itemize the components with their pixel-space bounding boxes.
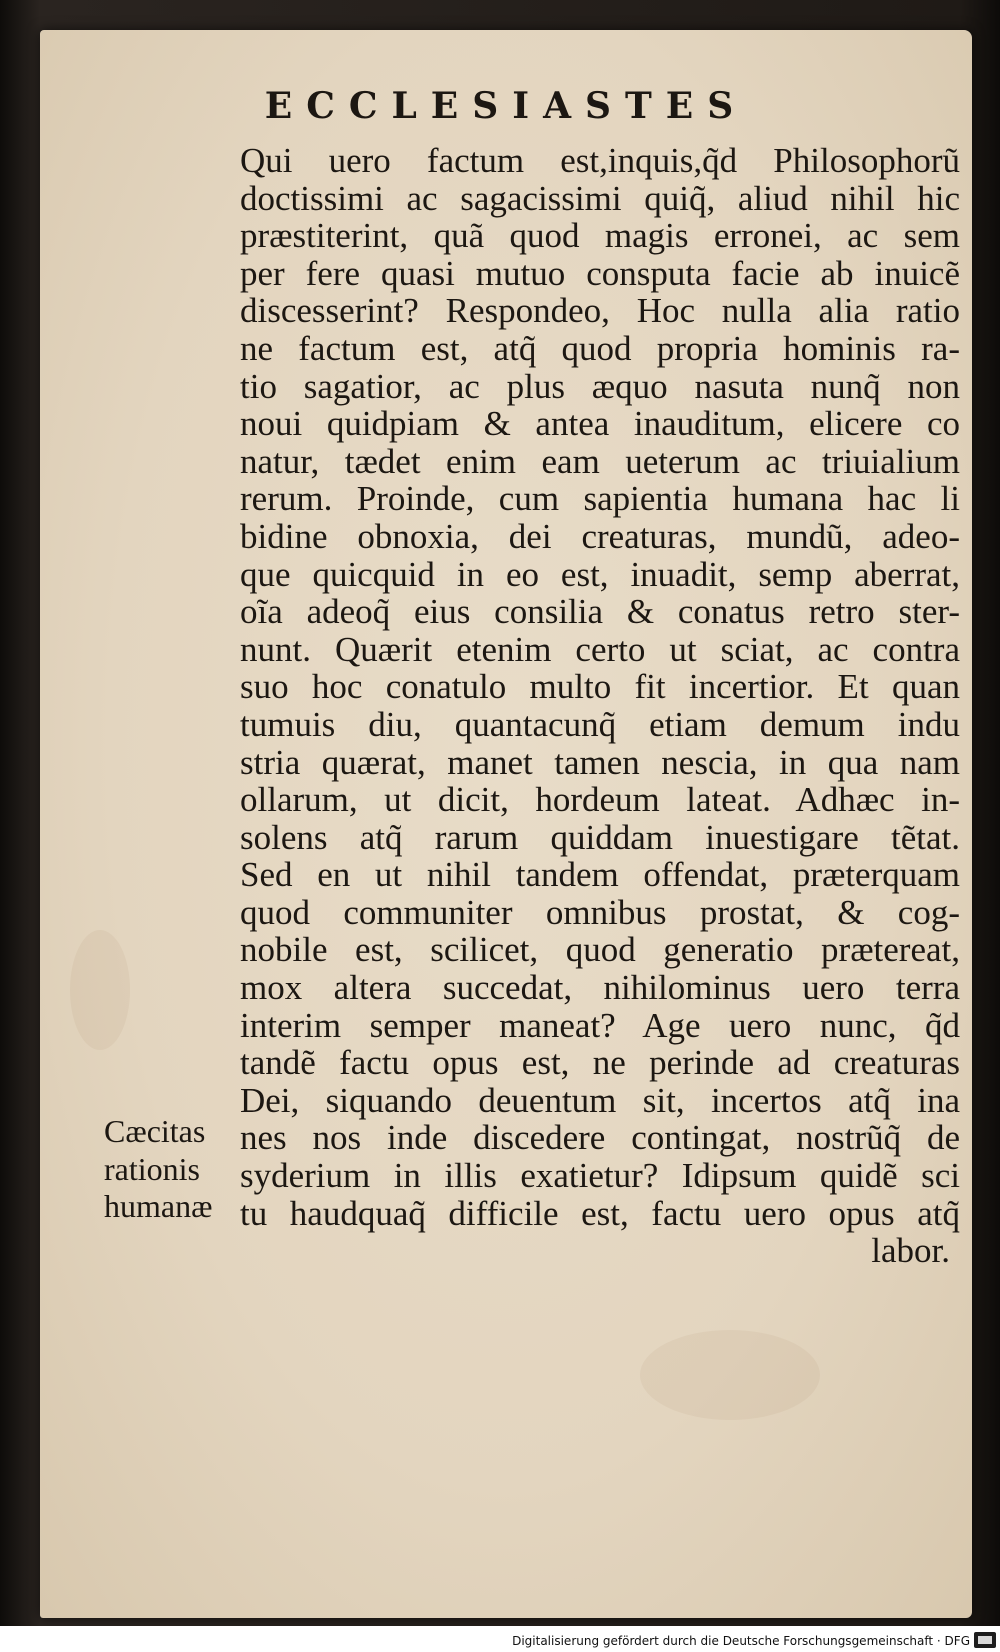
running-head: ECCLESIASTES — [264, 85, 748, 127]
marginal-note-line: humanæ — [104, 1188, 213, 1225]
text-line: mox altera succedat, nihilominus uero terra — [240, 968, 960, 1008]
text-line: nes nos inde discedere contingat, nostrũq̃ de — [240, 1118, 960, 1158]
text-line: rerum. Proinde, cum sapientia humana hac li — [240, 479, 960, 519]
text-line: interim semper maneat? Age uero nunc, q̃d — [240, 1005, 960, 1045]
paper-stain — [70, 930, 130, 1050]
text-line: ollarum, ut dicit, hordeum lateat. Adhæc in- — [240, 780, 960, 820]
text-line: oĩa adeoq̃ eius consilia & conatus retro ster- — [240, 592, 960, 632]
text-line: Dei, siquando deuentum sit, incertos atq̃ ina — [240, 1080, 960, 1120]
text-line: doctissimi ac sagacissimi quiq̃, aliud nihil hic — [240, 178, 960, 218]
text-line: tandẽ factu opus est, ne perinde ad creaturas — [240, 1043, 960, 1083]
text-line: labor. — [871, 1231, 950, 1271]
text-line: quod communiter omnibus prostat, & cog- — [240, 892, 960, 932]
text-line: noui quidpiam & antea inauditum, elicere co — [240, 404, 960, 444]
footer-bar — [0, 1626, 1000, 1652]
marginal-note — [104, 1113, 244, 1226]
text-line: per fere quasi mutuo consputa facie ab inuicẽ — [240, 253, 960, 293]
text-line: que quicquid in eo est, inuadit, semp aberrat, — [240, 554, 960, 594]
text-line: tio sagatior, ac plus æquo nasuta nunq̃ non — [240, 366, 960, 406]
text-line: suo hoc conatulo multo fit incertior. Et quan — [240, 667, 960, 707]
text-line: tu haudquaq̃ difficile est, factu uero opus atq̃ — [240, 1193, 960, 1233]
text-line: natur, tædet enim eam ueterum ac triuialium — [240, 441, 960, 481]
text-line: stria quærat, manet tamen nescia, in qua nam — [240, 742, 960, 782]
footer-credit: Digitalisierung gefördert durch die Deutsche Forschungsgemeinschaft · DFG — [512, 1634, 970, 1648]
dfg-logo-icon — [974, 1632, 996, 1648]
text-line: præstiterint, quã quod magis erronei, ac sem — [240, 216, 960, 256]
text-line: tumuis diu, quantacunq̃ etiam demum indu — [240, 704, 960, 744]
text-line: discesserint? Respondeo, Hoc nulla alia ratio — [240, 291, 960, 331]
text-line: syderium in illis exatietur? Idipsum quidẽ sci — [240, 1156, 960, 1196]
text-line: Sed en ut nihil tandem offendat, præterquam — [240, 855, 960, 895]
marginal-note-line: rationis — [104, 1150, 200, 1187]
paper-stain — [640, 1330, 820, 1420]
book-page — [40, 30, 972, 1618]
text-line: nunt. Quærit etenim certo ut sciat, ac contra — [240, 629, 960, 669]
text-line: bidine obnoxia, dei creaturas, mundũ, adeo- — [240, 516, 960, 556]
text-line: nobile est, scilicet, quod generatio prætereat, — [240, 930, 960, 970]
marginal-note-line: Cæcitas — [104, 1113, 206, 1149]
text-line: ne factum est, atq̃ quod propria hominis ra- — [240, 328, 960, 368]
text-line: Qui uero factum est,inquis,q̃d Philosophorũ — [240, 141, 960, 180]
main-text-block — [240, 142, 960, 1270]
text-line: solens atq̃ rarum quiddam inuestigare tẽtat. — [240, 817, 960, 857]
